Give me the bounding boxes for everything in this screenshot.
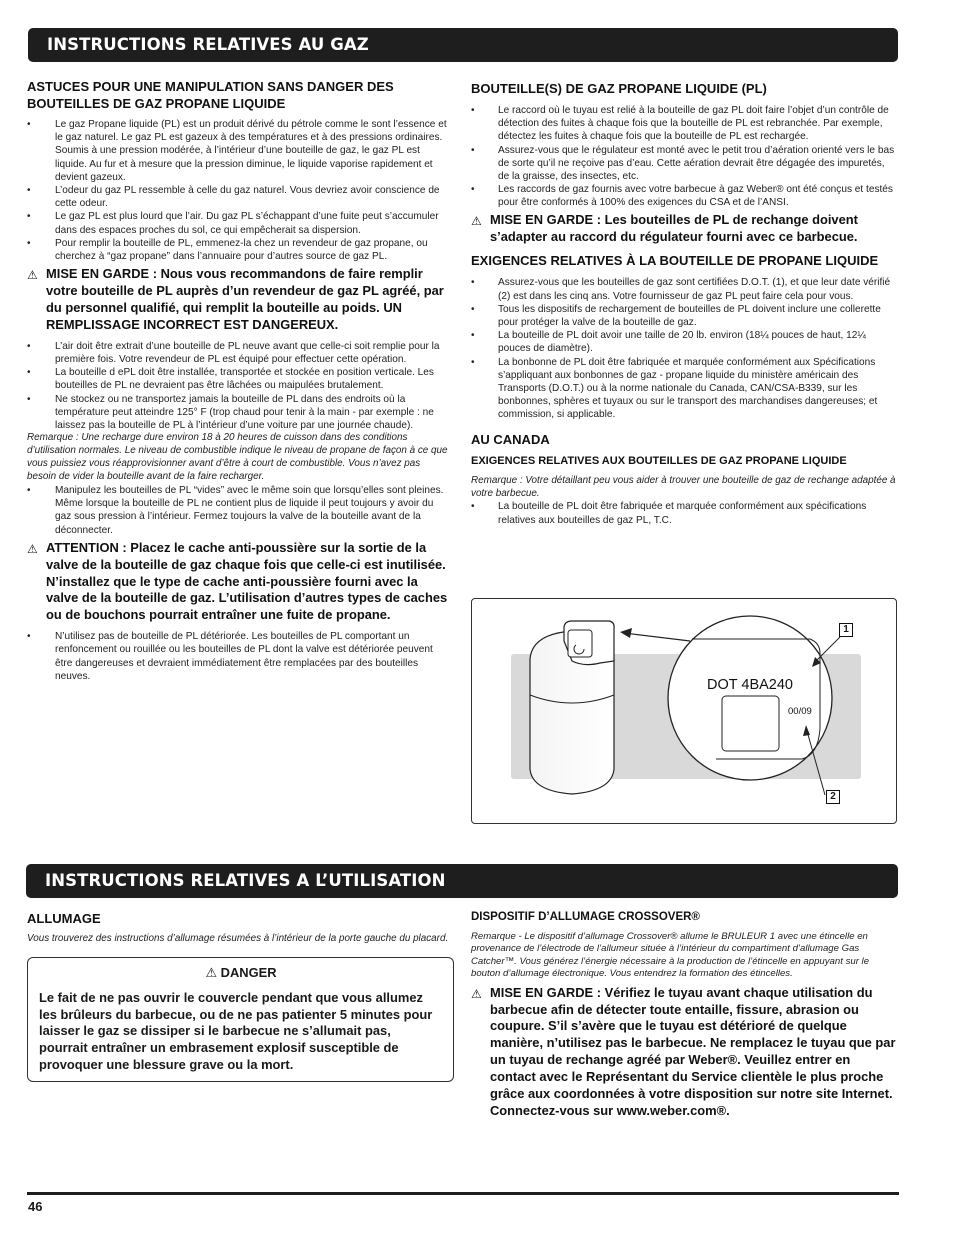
safe-handling-list-1 — [27, 118, 449, 263]
canada-list — [471, 500, 897, 526]
safe-handling-list-2 — [27, 340, 449, 432]
date-marking-label: 00/09 — [788, 706, 812, 717]
marking-plate — [722, 696, 779, 751]
list-item: • Ne stockez ou ne transportez jamais la bouteille de PL dans des endroits où la température peut atteindre 125° F (trop chaud pour tenir à la main - par exemple : ne laissez pas la bouteille de PL à l’intérieur d’une voiture par une journée chaude). — [27, 393, 449, 433]
tank-requirements-heading: EXIGENCES RELATIVES À LA BOUTEILLE DE PROPANE LIQUIDE — [471, 253, 879, 269]
canada-heading: AU CANADA — [471, 431, 550, 447]
list-item: • N’utilisez pas de bouteille de PL détériorée. Les bouteilles de PL comportant un renfoncement ou rouillée ou les bouteilles de PL dont la valve est détériorée peuvent être dangereuses et devraient immédiatement être remplacées par des bouteilles neuves. — [27, 630, 449, 683]
lp-tank-figure — [471, 598, 897, 824]
tank-valve — [568, 630, 592, 657]
lighting-note: Vous trouverez des instructions d’allumage résumées à l’intérieur de la porte gauche du placard. — [27, 933, 449, 944]
list-item: • Le gaz Propane liquide (PL) est un produit dérivé du pétrole comme le sont l’essence et le gaz naturel. Le gaz PL est gazeux à des températures et à des pressions ordinaires. Soumis à une pression modérée, à l’intérieur d’une bouteille de gaz, le gaz PL est liquide. Au fur et à mesure que la pression diminue, le liquide vaporise rapidement et devient gazeux. — [27, 118, 449, 184]
list-item: • Les raccords de gaz fournis avec votre barbecue à gaz Weber® ont été conçus et testés pour être conformés à 100% des exigences du CSA et de l’ANSI. — [471, 183, 897, 209]
warning-triangle-icon: ⚠ — [471, 213, 482, 228]
warning-fill-by-weight: ⚠ MISE EN GARDE : Nous vous recommandons de faire remplir votre bouteille de PL auprès d’un revendeur de gaz PL agréé, par du personnel qualifié, qui remplit la bouteille au poids. UN REMPLISSAGE INCORRECT EST DANGEREUX. — [27, 266, 444, 332]
list-item: • Le gaz PL est plus lourd que l’air. Du gaz PL s’échappant d’une fuite peut s’accumuler dans des espaces proches du sol, ce qui empêcherait sa dispersion. — [27, 210, 449, 236]
lp-tanks-heading: BOUTEILLE(S) DE GAZ PROPANE LIQUIDE (PL) — [471, 81, 767, 96]
list-item: • L’air doit être extrait d’une bouteille de PL neuve avant que celle-ci soit remplie pour la première fois. Votre revendeur de PL est équipé pour effectuer cette opération. — [27, 340, 449, 366]
list-item: • La bouteille de PL doit avoir une taille de 20 lb. environ (18¼ pouces de haut, 12¼ pouces de diamètre). — [471, 329, 897, 355]
list-item: • La bonbonne de PL doit être fabriquée et marquée conformément aux Spécifications s’appliquant aux bonbonnes de gaz - propane liquide du ministère américain des Transports (D.O.T.) ou à la norme nationale du Canada, CAN/CSA-B339, sur les bonbonnes, sphères et tuyaux ou sur le transport des marchandises dangereuses; et commission, si applicable. — [471, 356, 897, 422]
gas-right-column — [471, 80, 897, 527]
operating-right-column — [471, 910, 897, 1120]
list-item: • Assurez-vous que le régulateur est monté avec le petit trou d’aération orienté vers le bas de sorte qu’il ne reçoive pas d’eau. Cette aération devrait être dégagée des impuretés, de la graisse, des insectes, etc. — [471, 144, 897, 184]
warning-triangle-icon: ⚠ — [27, 268, 38, 283]
safe-handling-heading: ASTUCES POUR UNE MANIPULATION SANS DANGER DES BOUTEILLES DE GAZ PROPANE LIQUIDE — [27, 79, 394, 111]
list-item: • L’odeur du gaz PL ressemble à celle du gaz naturel. Vous devriez avoir conscience de cette odeur. — [27, 184, 449, 210]
warning-dust-cap: ⚠ ATTENTION : Placez le cache anti-poussière sur la sortie de la valve de la bouteille de gaz chaque fois que celle-ci est inutilisée. N’installez que le type de cache anti-poussière fourni avec la valve de la bouteille de gaz. L’utilisation d’autres types de caches ou de bouchons pourrait entraîner une fuite de propane. — [27, 539, 448, 623]
operating-left-column — [27, 910, 455, 1082]
danger-box — [27, 957, 454, 1083]
dot-marking-label: DOT 4BA240 — [707, 677, 793, 693]
callout-2: 2 — [826, 790, 840, 804]
gas-left-column — [27, 78, 449, 683]
list-item: • Le raccord où le tuyau est relié à la bouteille de gaz PL doit faire l’objet d’un contrôle de détection des fuites à chaque fois que la bouteille de PL est rebranchée. Par exemple, détectez les fuites à chaque fois que la bouteille de PL est rechargée. — [471, 104, 897, 144]
detail-arrowhead — [620, 628, 632, 638]
safe-handling-list-4 — [27, 630, 449, 683]
canada-requirements-heading: EXIGENCES RELATIVES AUX BOUTEILLES DE GAZ PROPANE LIQUIDE — [471, 454, 847, 467]
tank-requirements-list — [471, 276, 897, 421]
lp-tanks-list — [471, 104, 897, 210]
detail-arrow — [624, 633, 690, 641]
lighting-heading: ALLUMAGE — [27, 911, 101, 926]
section-banner-operating: INSTRUCTIONS RELATIVES A L’UTILISATION — [26, 864, 898, 898]
list-item: • Manipulez les bouteilles de PL “vides” avec le même soin que lorsqu’elles sont pleines. Même lorsque la bouteille de PL ne contient plus de liquide il peut toujours y avoir du gaz sous pression à l’intérieur. Fermez toujours la valve de la bouteille avant de la déconnecter. — [27, 484, 449, 537]
crossover-note: Remarque - Le dispositif d’allumage Crossover® allume le BRULEUR 1 avec une étincelle en provenance de l’électrode de l’allumeur située à l’intérieur du compartiment d’allumage Gas Catcher™. Vous générez l’énergie nécessaire à la production de l’étincelle en appuyant sur le bouton d’allumage électronique. Vous entendrez la formation des étincelles. — [471, 931, 870, 980]
list-item: • Tous les dispositifs de rechargement de bouteilles de PL doivent inclure une collerette pour protéger la valve de la bouteille de gaz. — [471, 303, 897, 329]
callout-1: 1 — [839, 623, 853, 637]
section-banner-gas: INSTRUCTIONS RELATIVES AU GAZ — [28, 28, 898, 62]
warning-triangle-icon: ⚠ — [471, 986, 482, 1001]
warning-replacement-tanks: ⚠ MISE EN GARDE : Les bouteilles de PL de rechange doivent s’adapter au raccord du régulateur fourni avec ce barbecue. — [471, 211, 858, 244]
warning-triangle-icon: ⚠ — [27, 541, 38, 556]
list-item: • La bouteille d ePL doit être installée, transportée et stockée en position verticale. Les bouteilles de PL ne devraient pas être lâchées ou maipulées brutalement. — [27, 366, 449, 392]
footer-rule — [27, 1192, 899, 1195]
refill-note: Remarque : Une recharge dure environ 18 à 20 heures de cuisson dans des conditions d’utilisation normales. Le niveau de combustible indique le niveau de propane de façon à ce que vous puissiez vous réapprovisionner avant d’être à court de combustible. Vous n’avez pas besoin de vider la bouteille avant de la faire recharger. — [27, 432, 448, 482]
safe-handling-list-3 — [27, 484, 449, 537]
danger-title: ⚠ DANGER — [205, 964, 277, 980]
list-item: • Pour remplir la bouteille de PL, emmenez-la chez un revendeur de gaz propane, ou cherchez à “gaz propane” dans l’annuaire pour d’autres source de gaz PL. — [27, 237, 449, 263]
list-item: • La bouteille de PL doit être fabriquée et marquée conformément aux spécifications relatives aux bouteilles de gaz PL, T.C. — [471, 500, 897, 526]
crossover-heading: DISPOSITIF D’ALLUMAGE CROSSOVER® — [471, 911, 700, 923]
warning-hose-check: ⚠ MISE EN GARDE : Vérifiez le tuyau avant chaque utilisation du barbecue afin de détecter toute entaille, fissure, abrasion ou coupure. S’il s’avère que le tuyau est détérioré de quelque manière, n’utilisez pas le barbecue. Ne remplacez le tuyau que par un tuyau de rechange agréé par Weber®. Veuillez entrer en contact avec le Représentant du Service clientèle le plus proche grâce aux coordonnées à votre disposition sur notre site Internet. Connectez-vous sur www.weber.com®. — [471, 984, 896, 1118]
canada-note: Remarque : Votre détaillant peu vous aider à trouver une bouteille de gaz de rechange adaptée à votre barbecue. — [471, 474, 896, 499]
page-number: 46 — [28, 1199, 43, 1214]
list-item: • Assurez-vous que les bouteilles de gaz sont certifiées D.O.T. (1), et que leur date vérifié (2) est dans les cinq ans. Votre fournisseur de gaz PL peut faire cela pour vous. — [471, 276, 897, 302]
danger-text: Le fait de ne pas ouvrir le couvercle pendant que vous allumez les brûleurs du barbecue, ou de ne pas patienter 5 minutes pour laisser le gaz se dissiper si le barbecue ne s’allumait pas, pourrait entraîner un embrasement explosif susceptible de provoquer une blessure grave ou la mort. — [39, 989, 433, 1072]
warning-triangle-icon: ⚠ — [205, 964, 218, 980]
